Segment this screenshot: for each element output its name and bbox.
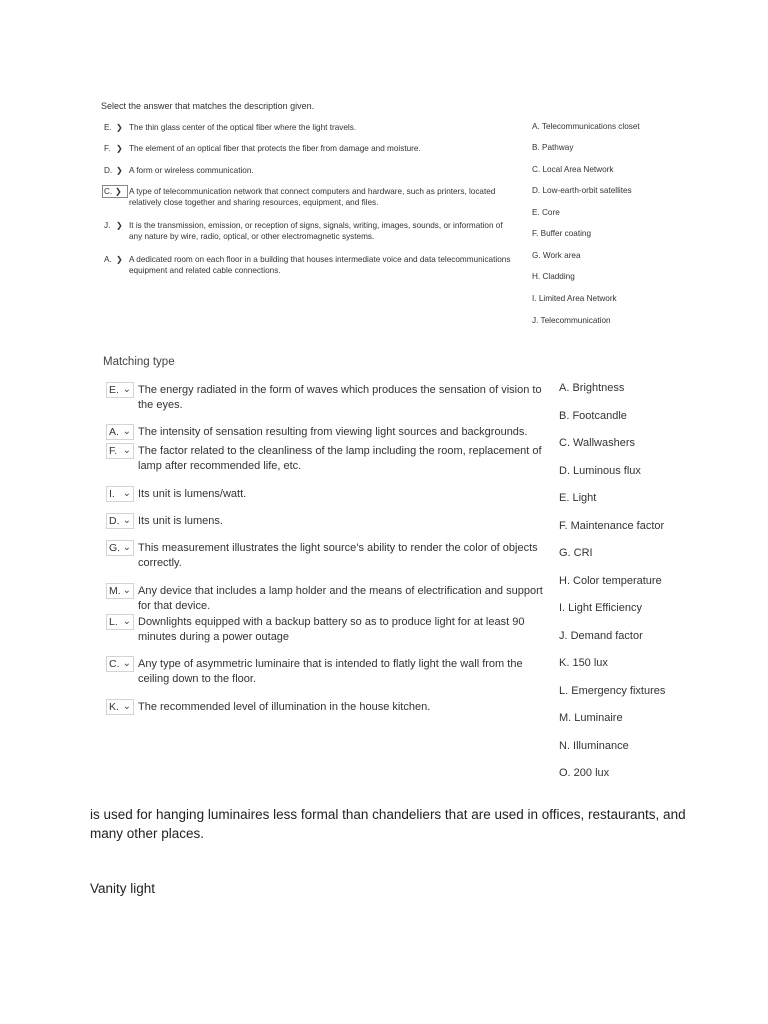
answer-select[interactable]: C. ❯	[102, 185, 128, 198]
question-text: Any device that includes a lamp holder and the means of electrification and support for that device.	[138, 585, 543, 612]
question-text: This measurement illustrates the light source’s ability to render the color of objects correctly.	[138, 542, 538, 569]
option-item: F. Buffer coating	[532, 229, 592, 238]
answer-select[interactable]: L. ⌄	[106, 614, 134, 630]
chevron-down-icon: ❯	[116, 166, 123, 175]
question-text: A form or wireless communication.	[129, 166, 254, 175]
question-text: Downlights equipped with a backup battery so as to produce light for at least 90 minutes during a power outage	[138, 616, 525, 643]
answer-select[interactable]: K. ⌄	[106, 699, 134, 715]
question-text: The intensity of sensation resulting from viewing light sources and backgrounds.	[138, 426, 528, 438]
option-item: A. Brightness	[559, 382, 625, 394]
chevron-down-icon: ⌄	[122, 542, 131, 553]
question-text: Any type of asymmetric luminaire that is intended to flatly light the wall from the ceiling down to the floor.	[138, 658, 523, 685]
option-item: M. Luminaire	[559, 712, 623, 724]
question-text: The energy radiated in the form of waves which produces the sensation of vision to the eyes.	[138, 384, 542, 411]
chevron-down-icon: ❯	[115, 187, 122, 196]
chevron-down-icon: ⌄	[122, 515, 131, 526]
answer-text: Vanity light	[90, 881, 156, 896]
answer-select[interactable]: I. ⌄	[106, 486, 134, 502]
question-text: is used for hanging luminaires less formal than chandeliers that are used in offices, restaurants, and many other places.	[90, 807, 686, 841]
option-item: B. Pathway	[532, 143, 574, 152]
question-text: The recommended level of illumination in the house kitchen.	[138, 701, 431, 713]
option-item: I. Limited Area Network	[532, 294, 617, 303]
option-item: G. Work area	[532, 251, 581, 260]
question-text: Its unit is lumens/watt.	[138, 488, 247, 500]
chevron-down-icon: ⌄	[122, 445, 131, 456]
chevron-down-icon: ⌄	[122, 488, 131, 499]
option-item: N. Illuminance	[559, 740, 629, 752]
option-item: F. Maintenance factor	[559, 520, 665, 532]
chevron-down-icon: ❯	[116, 255, 123, 264]
answer-select[interactable]: D. ❯	[104, 166, 123, 175]
chevron-down-icon: ⌄	[122, 658, 131, 669]
chevron-down-icon: ❯	[116, 123, 123, 132]
option-item: C. Wallwashers	[559, 437, 635, 449]
option-item: L. Emergency fixtures	[559, 685, 666, 697]
option-item: E. Light	[559, 492, 597, 504]
instruction-text: Select the answer that matches the description given.	[101, 101, 315, 111]
option-item: J. Demand factor	[559, 630, 643, 642]
chevron-down-icon: ❯	[116, 144, 123, 153]
question-text: A dedicated room on each floor in a building that houses intermediate voice and data telecommunications equipment and related cable connections.	[129, 255, 511, 275]
answer-select[interactable]: F. ⌄	[106, 443, 134, 459]
answer-select[interactable]: E. ⌄	[106, 382, 134, 398]
question-text: The thin glass center of the optical fiber where the light travels.	[129, 123, 357, 132]
chevron-down-icon: ⌄	[122, 701, 131, 712]
answer-select[interactable]: F. ❯	[104, 144, 123, 153]
matching-section-lighting	[0, 340, 768, 790]
question-text: Its unit is lumens.	[138, 515, 223, 527]
option-item: K. 150 lux	[559, 657, 608, 669]
chevron-down-icon: ❯	[116, 221, 123, 230]
option-item: J. Telecommunication	[532, 316, 611, 325]
question-text: It is the transmission, emission, or reception of signs, signals, writing, images, sounds, or information of any nature by wire, radio, optical, or other electromagnetic systems.	[129, 221, 503, 241]
answer-select[interactable]: E. ❯	[104, 123, 123, 132]
answer-select[interactable]: A. ❯	[104, 255, 123, 264]
option-item: E. Core	[532, 208, 560, 217]
chevron-down-icon: ⌄	[122, 616, 131, 627]
option-item: O. 200 lux	[559, 767, 610, 779]
option-item: D. Luminous flux	[559, 465, 641, 477]
answer-select[interactable]: G. ⌄	[106, 540, 134, 556]
option-item: A. Telecommunications closet	[532, 122, 640, 131]
section-title: Matching type	[103, 356, 175, 368]
option-item: D. Low-earth-orbit satellites	[532, 186, 632, 195]
answer-select[interactable]: M. ⌄	[106, 583, 134, 599]
option-item: H. Color temperature	[559, 575, 662, 587]
option-item: I. Light Efficiency	[559, 602, 642, 614]
option-item: H. Cladding	[532, 272, 575, 281]
answer-select[interactable]: J. ❯	[104, 221, 123, 230]
answer-select[interactable]: A. ⌄	[106, 424, 134, 440]
chevron-down-icon: ⌄	[122, 426, 131, 437]
chevron-down-icon: ⌄	[122, 384, 131, 395]
option-item: C. Local Area Network	[532, 165, 614, 174]
question-text: The element of an optical fiber that protects the fiber from damage and moisture.	[129, 144, 421, 153]
option-item: G. CRI	[559, 547, 593, 559]
chevron-down-icon: ⌄	[122, 585, 131, 596]
question-text: A type of telecommunication network that connect computers and hardware, such as printers, located relatively close together and sharing resources, equipment, and files.	[129, 187, 496, 207]
answer-select[interactable]: D. ⌄	[106, 513, 134, 529]
matching-section-telecom	[0, 0, 768, 340]
question-text: The factor related to the cleanliness of the lamp including the room, replacement of lamp after recommended life, etc.	[138, 445, 542, 472]
option-item: B. Footcandle	[559, 410, 627, 422]
answer-select[interactable]: C. ⌄	[106, 656, 134, 672]
